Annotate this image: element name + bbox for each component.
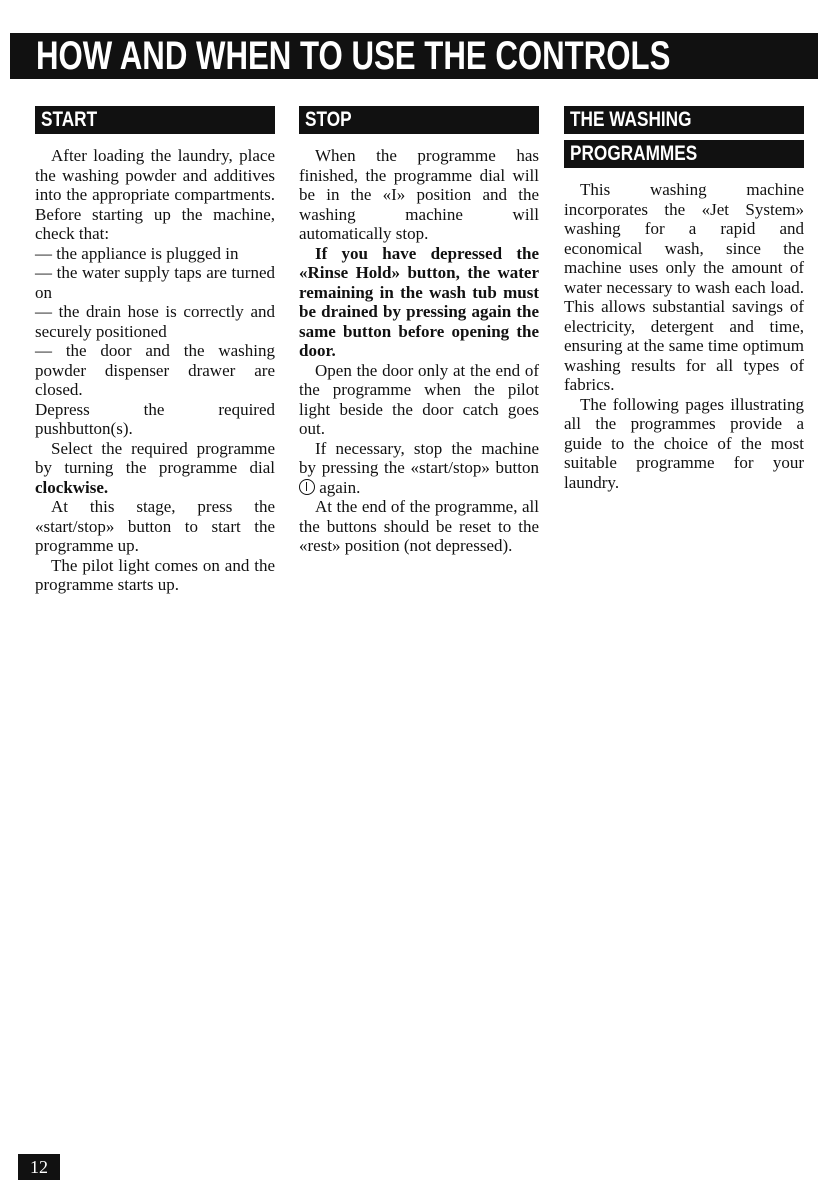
start-paragraph-5: The pilot light comes on and the programme starts up. bbox=[35, 555, 275, 594]
stop-section bbox=[299, 106, 539, 556]
stop-paragraph-4-text: If necessary, stop the machine by pressing the «start/stop» button bbox=[299, 438, 539, 477]
start-heading bbox=[35, 106, 275, 134]
programmes-section bbox=[564, 106, 804, 492]
start-check-item-1: — the appliance is plugged in bbox=[35, 243, 239, 263]
stop-paragraph-4 bbox=[299, 439, 539, 498]
page-title bbox=[10, 33, 818, 79]
start-heading-text: START bbox=[41, 108, 98, 131]
power-button-icon bbox=[299, 479, 315, 495]
stop-warning: If you have depressed the «Rinse Hold» button, the water remaining in the wash tub must be drained by pressing again the same button before opening the door. bbox=[299, 243, 539, 360]
start-paragraph-3-bold: clockwise. bbox=[35, 477, 109, 497]
start-paragraph-3-text: Select the required programme by turning the programme dial bbox=[35, 438, 275, 477]
start-paragraph-1: After loading the laundry, place the washing powder and additives into the appropriate compartments. Before starting up the machine, check that: bbox=[35, 146, 275, 243]
programmes-paragraph-1: This washing machine incorporates the «Jet System» washing for a rapid and economical wash, since the machine uses only the amount of water necessary to wash each load. This allows substantial savings of electricity, detergent and time, ensuring at the same time optimum washing results for all types of fabrics. bbox=[564, 180, 804, 394]
programmes-heading-2-text: PROGRAMMES bbox=[570, 142, 698, 165]
start-check-item-2: — the water supply taps are turned on bbox=[35, 263, 275, 302]
page-number: 12 bbox=[18, 1154, 60, 1180]
programmes-heading-line-2 bbox=[564, 140, 804, 168]
stop-heading-text: STOP bbox=[305, 108, 352, 131]
programmes-heading-line-1 bbox=[564, 106, 804, 134]
stop-paragraph-3: Open the door only at the end of the programme when the pilot light beside the door catch goes out. bbox=[299, 360, 539, 438]
stop-heading bbox=[299, 106, 539, 134]
start-paragraph-3 bbox=[35, 439, 275, 498]
page-title-text: HOW AND WHEN TO USE THE CONTROLS bbox=[36, 34, 671, 78]
start-check-item-4: — the door and the washing powder dispenser drawer are closed. bbox=[35, 341, 275, 399]
stop-paragraph-5: At the end of the programme, all the buttons should be reset to the «rest» position (not depressed). bbox=[299, 497, 539, 555]
start-paragraph-2: Depress the required pushbutton(s). bbox=[35, 399, 275, 438]
stop-body bbox=[299, 146, 539, 556]
start-section bbox=[35, 106, 275, 595]
start-body bbox=[35, 146, 275, 595]
stop-paragraph-1: When the programme has finished, the programme dial will be in the «I» position and the washing machine will automatically stop. bbox=[299, 146, 539, 243]
programmes-heading-1-text: THE WASHING bbox=[570, 108, 692, 131]
start-check-item-3: — the drain hose is correctly and securely positioned bbox=[35, 302, 275, 341]
programmes-paragraph-2: The following pages illustrating all the programmes provide a guide to the choice of the most suitable programme for your laundry. bbox=[564, 394, 804, 492]
stop-paragraph-4-end: again. bbox=[315, 477, 361, 497]
start-paragraph-4: At this stage, press the «start/stop» button to start the programme up. bbox=[35, 497, 275, 555]
programmes-body bbox=[564, 180, 804, 492]
